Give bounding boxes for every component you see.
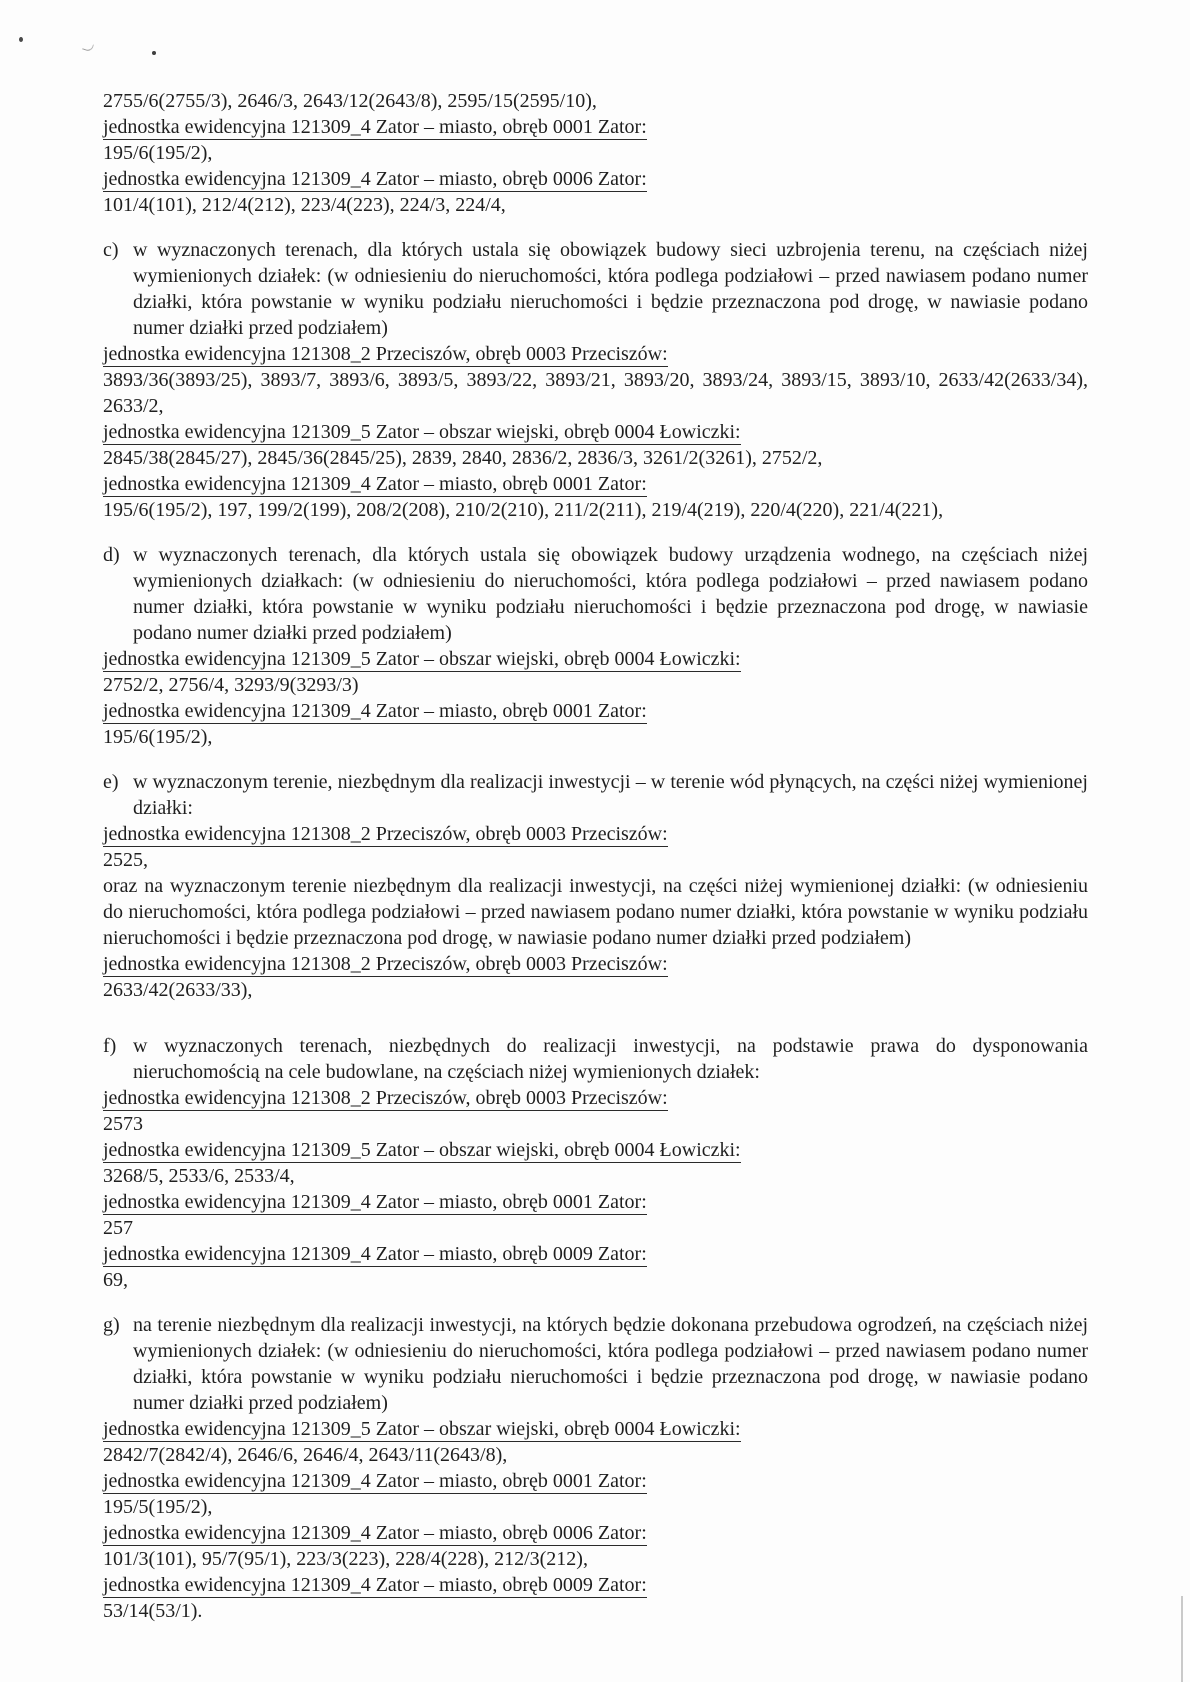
paragraph-letter: g) — [103, 1314, 120, 1336]
unit-heading — [103, 114, 1088, 140]
unit-heading-text: jednostka ewidencyjna 121309_4 Zator – miasto, obręb 0001 Zator: — [103, 473, 647, 495]
document-body — [103, 88, 1088, 1624]
unit-heading-text: jednostka ewidencyjna 121309_4 Zator – miasto, obręb 0006 Zator: — [103, 1522, 647, 1544]
paragraph-text: w wyznaczonych terenach, niezbędnych do realizacji inwestycji, na podstawie prawa do dysponowania nieruchomością na cele budowlane, na częściach niżej wymienionych działek: — [133, 1035, 1088, 1083]
paragraph-c — [103, 237, 1088, 341]
unit-heading — [103, 419, 1088, 445]
unit-heading — [103, 1085, 1088, 1111]
parcel-numbers-line: 3893/36(3893/25), 3893/7, 3893/6, 3893/5, 3893/22, 3893/21, 3893/20, 3893/24, 3893/15, 3893/10, 2633/42(2633/34), 2633/2, — [103, 369, 1088, 417]
unit-heading — [103, 951, 1088, 977]
paragraph-letter: e) — [103, 771, 119, 793]
paragraph-text: w wyznaczonym terenie, niezbędnym dla realizacji inwestycji – w terenie wód płynących, na części niżej wymienionej działki: — [133, 771, 1088, 819]
parcel-numbers-line: 53/14(53/1). — [103, 1600, 203, 1622]
parcel-numbers-line: 2525, — [103, 849, 148, 871]
parcel-numbers-line: 2755/6(2755/3), 2646/3, 2643/12(2643/8), 2595/15(2595/10), — [103, 90, 597, 112]
parcel-numbers-line: 195/6(195/2), — [103, 142, 213, 164]
unit-heading-text: jednostka ewidencyjna 121309_4 Zator – miasto, obręb 0001 Zator: — [103, 1191, 647, 1213]
unit-heading — [103, 1572, 1088, 1598]
unit-heading-text: jednostka ewidencyjna 121309_5 Zator – obszar wiejski, obręb 0004 Łowiczki: — [103, 1418, 741, 1440]
unit-heading-text: jednostka ewidencyjna 121308_2 Przeciszów, obręb 0003 Przeciszów: — [103, 343, 668, 365]
unit-heading — [103, 471, 1088, 497]
unit-heading — [103, 341, 1088, 367]
parcel-numbers-line: 2842/7(2842/4), 2646/6, 2646/4, 2643/11(2643/8), — [103, 1444, 508, 1466]
unit-heading-text: jednostka ewidencyjna 121309_4 Zator – miasto, obręb 0009 Zator: — [103, 1243, 647, 1265]
unit-heading — [103, 698, 1088, 724]
unit-heading-text: jednostka ewidencyjna 121309_4 Zator – miasto, obręb 0009 Zator: — [103, 1574, 647, 1596]
unit-heading — [103, 646, 1088, 672]
unit-heading — [103, 166, 1088, 192]
paragraph-f — [103, 1033, 1088, 1085]
parcel-numbers-line: 195/5(195/2), — [103, 1496, 213, 1518]
parcel-numbers-line: 2573 — [103, 1113, 143, 1135]
parcel-numbers-line: 195/6(195/2), 197, 199/2(199), 208/2(208), 210/2(210), 211/2(211), 219/4(219), 220/4(220), 221/4(221), — [103, 499, 944, 521]
parcel-numbers-line: 2633/42(2633/33), — [103, 979, 253, 1001]
parcel-numbers-line: 2752/2, 2756/4, 3293/9(3293/3) — [103, 674, 359, 696]
unit-heading — [103, 1137, 1088, 1163]
paragraph-text: w wyznaczonych terenach, dla których ustala się obowiązek budowy sieci uzbrojenia terenu, na częściach niżej wymienionych działek: (w odniesieniu do nieruchomości, która podlega podziałowi – przed nawiasem podano numer działki, która powstanie w wyniku podziału nieruchomości i będzie przeznaczona pod drogę, w nawiasie podano numer działki przed podziałem) — [133, 239, 1088, 339]
parcel-numbers-line: 2845/38(2845/27), 2845/36(2845/25), 2839, 2840, 2836/2, 2836/3, 3261/2(3261), 2752/2, — [103, 447, 823, 469]
unit-heading-text: jednostka ewidencyjna 121308_2 Przeciszów, obręb 0003 Przeciszów: — [103, 1087, 668, 1109]
paragraph-text: w wyznaczonych terenach, dla których ustala się obowiązek budowy urządzenia wodnego, na częściach niżej wymienionych działkach: (w odniesieniu do nieruchomości, która podlega podziałowi – przed nawiasem podano numer działki, która powstanie w wyniku podziału nieruchomości i będzie przeznaczona pod drogę, w nawiasie podano numer działki przed podziałem) — [133, 544, 1088, 644]
unit-heading-text: jednostka ewidencyjna 121309_5 Zator – obszar wiejski, obręb 0004 Łowiczki: — [103, 421, 741, 443]
paragraph-letter: f) — [103, 1035, 117, 1057]
unit-heading-text: jednostka ewidencyjna 121308_2 Przeciszów, obręb 0003 Przeciszów: — [103, 823, 668, 845]
unit-heading-text: jednostka ewidencyjna 121309_4 Zator – miasto, obręb 0001 Zator: — [103, 700, 647, 722]
unit-heading — [103, 1468, 1088, 1494]
paragraph-letter: c) — [103, 239, 119, 261]
paragraph-letter: d) — [103, 544, 120, 566]
parcel-numbers-line: 3268/5, 2533/6, 2533/4, — [103, 1165, 295, 1187]
unit-heading-text: jednostka ewidencyjna 121309_5 Zator – obszar wiejski, obręb 0004 Łowiczki: — [103, 1139, 741, 1161]
unit-heading — [103, 1520, 1088, 1546]
unit-heading — [103, 1189, 1088, 1215]
paragraph-text: na terenie niezbędnym dla realizacji inwestycji, na których będzie dokonana przebudowa ogrodzeń, na częściach niżej wymienionych działek: (w odniesieniu do nieruchomości, która podlega podziałowi – przed nawiasem podano numer działki, która powstanie w wyniku podziału nieruchomości i będzie przeznaczona pod drogę, w nawiasie podano numer działki przed podziałem) — [133, 1314, 1088, 1414]
parcel-numbers-line: 195/6(195/2), — [103, 726, 213, 748]
section-gap — [103, 1293, 1088, 1312]
section-gap — [103, 750, 1088, 769]
unit-heading-text: jednostka ewidencyjna 121309_5 Zator – obszar wiejski, obręb 0004 Łowiczki: — [103, 648, 741, 670]
unit-heading — [103, 1416, 1088, 1442]
unit-heading — [103, 821, 1088, 847]
section-gap — [103, 523, 1088, 542]
scan-speck — [82, 42, 94, 53]
paragraph-e — [103, 769, 1088, 821]
parcel-numbers-line: 101/3(101), 95/7(95/1), 223/3(223), 228/4(228), 212/3(212), — [103, 1548, 588, 1570]
scan-edge-artifact — [1181, 1596, 1183, 1682]
unit-heading-text: jednostka ewidencyjna 121308_2 Przeciszów, obręb 0003 Przeciszów: — [103, 953, 668, 975]
section-gap — [103, 1003, 1088, 1033]
parcel-numbers-line: 257 — [103, 1217, 133, 1239]
unit-heading-text: jednostka ewidencyjna 121309_4 Zator – miasto, obręb 0006 Zator: — [103, 168, 647, 190]
section-gap — [103, 218, 1088, 237]
scan-speck — [152, 51, 156, 55]
unit-heading-text: jednostka ewidencyjna 121309_4 Zator – miasto, obręb 0001 Zator: — [103, 1470, 647, 1492]
parcel-numbers-line: 101/4(101), 212/4(212), 223/4(223), 224/3, 224/4, — [103, 194, 506, 216]
paragraph-text: oraz na wyznaczonym terenie niezbędnym dla realizacji inwestycji, na części niżej wymienionej działki: (w odniesieniu do nieruchomości, która podlega podziałowi – przed nawiasem podano numer działki, która powstanie w wyniku podziału nieruchomości i będzie przeznaczona pod drogę, w nawiasie podano numer działki przed podziałem) — [103, 875, 1088, 949]
paragraph-d — [103, 542, 1088, 646]
unit-heading-text: jednostka ewidencyjna 121309_4 Zator – miasto, obręb 0001 Zator: — [103, 116, 647, 138]
unit-heading — [103, 1241, 1088, 1267]
paragraph-g — [103, 1312, 1088, 1416]
parcel-numbers-line: 69, — [103, 1269, 128, 1291]
scan-speck — [19, 37, 23, 42]
